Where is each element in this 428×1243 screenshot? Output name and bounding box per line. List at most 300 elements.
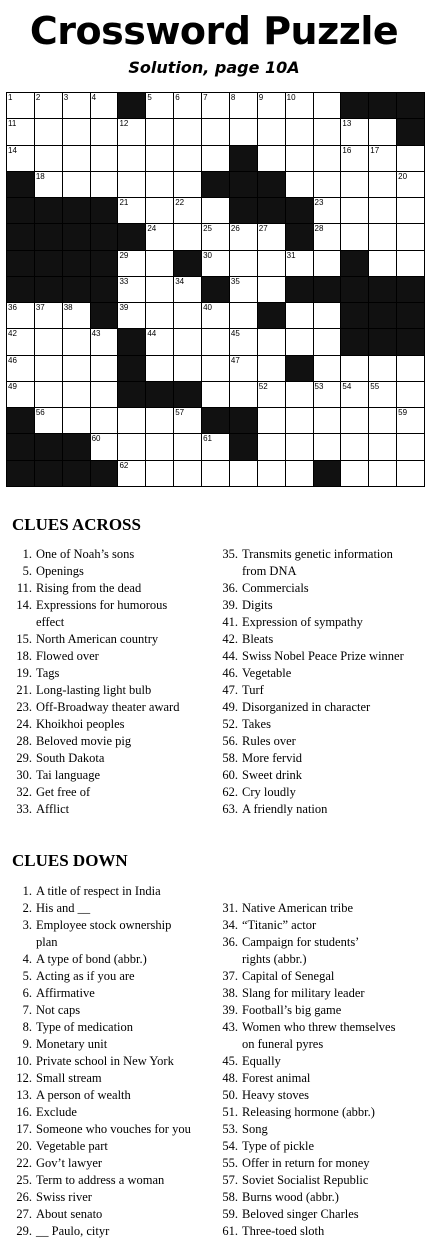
grid-cell[interactable] (62, 118, 91, 145)
across-clues-right (218, 546, 404, 818)
grid-cell[interactable] (396, 197, 425, 224)
grid-cell[interactable] (201, 302, 230, 329)
clue-text: Football’s big game (242, 1003, 342, 1017)
clue-number-label: 20. (16, 1139, 32, 1153)
grid-cell[interactable] (90, 171, 119, 198)
grid-cell[interactable] (201, 145, 230, 172)
grid-cell[interactable] (6, 355, 35, 382)
down-clues-left (6, 883, 191, 1240)
clue-number-label: 47. (222, 683, 238, 697)
clue-text: Song (242, 1122, 268, 1136)
grid-cell[interactable] (229, 302, 258, 329)
grid-cell[interactable] (368, 381, 397, 408)
grid-cell[interactable] (62, 92, 91, 119)
grid-cell[interactable] (90, 433, 119, 460)
down-clue (218, 1019, 395, 1036)
clue-number-label: 55. (222, 1156, 238, 1170)
grid-cell[interactable] (229, 328, 258, 355)
grid-cell[interactable] (340, 355, 369, 382)
grid-cell[interactable] (117, 460, 146, 487)
grid-cell[interactable] (117, 433, 146, 460)
clue-text: effect (36, 615, 65, 629)
clue-number-label: 21. (16, 683, 32, 697)
clue-number-label: 1. (22, 884, 32, 898)
grid-cell[interactable] (368, 433, 397, 460)
down-clue (218, 934, 395, 951)
grid-cell[interactable] (173, 276, 202, 303)
clue-text: Not caps (36, 1003, 81, 1017)
grid-cell[interactable] (201, 381, 230, 408)
grid-cell[interactable] (313, 171, 342, 198)
across-clue (218, 665, 404, 682)
grid-cell[interactable] (229, 276, 258, 303)
grid-cell[interactable] (145, 92, 174, 119)
grid-cell[interactable] (173, 407, 202, 434)
grid-block (285, 223, 314, 250)
grid-cell[interactable] (201, 433, 230, 460)
grid-cell[interactable] (173, 355, 202, 382)
grid-cell[interactable] (396, 407, 425, 434)
grid-block (201, 171, 230, 198)
clue-text: Three-toed sloth (242, 1224, 325, 1238)
grid-cell[interactable] (90, 355, 119, 382)
grid-cell[interactable] (90, 328, 119, 355)
grid-cell[interactable] (90, 145, 119, 172)
grid-cell[interactable] (368, 355, 397, 382)
grid-cell[interactable] (173, 92, 202, 119)
clue-number-label: 12. (16, 1071, 32, 1085)
grid-cell[interactable] (90, 118, 119, 145)
clue-number: 16 (342, 145, 352, 155)
clue-number: 42 (8, 329, 17, 339)
grid-cell[interactable] (145, 118, 174, 145)
grid-cell[interactable] (34, 171, 63, 198)
grid-cell[interactable] (145, 407, 174, 434)
clue-number-label: 8. (22, 1020, 32, 1034)
clue-number-label: 16. (16, 1105, 32, 1119)
grid-cell[interactable] (313, 381, 342, 408)
grid-cell[interactable] (117, 197, 146, 224)
grid-cell[interactable] (201, 328, 230, 355)
clue-number: 26 (230, 224, 240, 234)
clue-number: 35 (230, 276, 240, 286)
grid-block (145, 381, 174, 408)
across-clue (6, 750, 179, 767)
clue-text: Sweet drink (242, 768, 303, 782)
grid-cell[interactable] (396, 145, 425, 172)
grid-cell[interactable] (257, 92, 286, 119)
grid-cell[interactable] (34, 145, 63, 172)
grid-block (368, 302, 397, 329)
grid-cell[interactable] (396, 250, 425, 277)
grid-cell[interactable] (173, 433, 202, 460)
grid-cell[interactable] (313, 223, 342, 250)
clue-number-label: 5. (22, 564, 32, 578)
down-clue (218, 985, 395, 1002)
grid-cell[interactable] (257, 328, 286, 355)
grid-cell[interactable] (6, 92, 35, 119)
clue-number-label: 63. (222, 802, 238, 816)
grid-cell[interactable] (117, 250, 146, 277)
grid-cell[interactable] (145, 302, 174, 329)
clue-number: 36 (8, 303, 17, 313)
clue-text: Disorganized in character (242, 700, 371, 714)
grid-cell[interactable] (117, 407, 146, 434)
clue-text: Employee stock ownership (36, 918, 172, 932)
clue-text: Type of medication (36, 1020, 134, 1034)
down-clue (218, 1155, 395, 1172)
grid-cell[interactable] (396, 433, 425, 460)
grid-cell[interactable] (173, 197, 202, 224)
grid-cell[interactable] (285, 381, 314, 408)
grid-cell[interactable] (34, 302, 63, 329)
clue-number-label: 19. (16, 666, 32, 680)
grid-cell[interactable] (368, 145, 397, 172)
across-clue (6, 546, 179, 563)
grid-cell[interactable] (368, 407, 397, 434)
clue-text: Takes (242, 717, 271, 731)
clue-text: Rules over (242, 734, 296, 748)
clue-number-label: 57. (222, 1173, 238, 1187)
grid-cell[interactable] (285, 118, 314, 145)
grid-cell[interactable] (62, 302, 91, 329)
grid-cell[interactable] (257, 433, 286, 460)
across-clue (218, 580, 404, 597)
grid-cell[interactable] (257, 276, 286, 303)
clue-text: Heavy stoves (242, 1088, 309, 1102)
grid-cell[interactable] (145, 355, 174, 382)
grid-cell[interactable] (201, 355, 230, 382)
clue-number: 1 (8, 93, 13, 102)
grid-cell[interactable] (285, 171, 314, 198)
grid-cell[interactable] (173, 328, 202, 355)
grid-block (340, 276, 369, 303)
grid-cell[interactable] (313, 197, 342, 224)
grid-cell[interactable] (340, 197, 369, 224)
grid-cell[interactable] (117, 302, 146, 329)
across-clue (218, 682, 404, 699)
grid-block (396, 276, 425, 303)
grid-cell[interactable] (201, 92, 230, 119)
grid-cell[interactable] (285, 250, 314, 277)
down-clue (218, 1070, 395, 1087)
clue-text: Affirmative (36, 986, 95, 1000)
clue-number: 25 (203, 224, 212, 234)
grid-cell[interactable] (6, 328, 35, 355)
clue-number: 3 (63, 93, 69, 102)
grid-cell[interactable] (145, 197, 174, 224)
grid-block (34, 223, 63, 250)
grid-cell[interactable] (229, 118, 258, 145)
down-clue (6, 1138, 191, 1155)
clue-text: Flowed over (36, 649, 99, 663)
grid-cell[interactable] (6, 381, 35, 408)
grid-cell[interactable] (313, 328, 342, 355)
clue-number: 5 (147, 93, 152, 102)
clue-number: 53 (314, 381, 324, 391)
grid-cell[interactable] (229, 250, 258, 277)
down-clue (6, 968, 191, 985)
clue-number: 4 (91, 93, 97, 102)
down-clue (6, 1087, 191, 1104)
clue-number-label: 44. (222, 649, 238, 663)
grid-cell[interactable] (229, 355, 258, 382)
grid-cell[interactable] (173, 171, 202, 198)
clue-number-label: 42. (222, 632, 238, 646)
grid-cell[interactable] (145, 145, 174, 172)
clue-text: Monetary unit (36, 1037, 108, 1051)
grid-cell[interactable] (313, 433, 342, 460)
clue-number: 14 (8, 145, 17, 155)
clue-text: Swiss river (36, 1190, 92, 1204)
grid-block (285, 276, 314, 303)
grid-cell[interactable] (368, 118, 397, 145)
across-clue (218, 767, 404, 784)
grid-block (313, 276, 342, 303)
grid-cell[interactable] (145, 433, 174, 460)
grid-cell[interactable] (313, 355, 342, 382)
grid-cell[interactable] (368, 171, 397, 198)
grid-block (6, 197, 35, 224)
grid-block (62, 276, 91, 303)
grid-cell[interactable] (340, 381, 369, 408)
grid-cell[interactable] (396, 223, 425, 250)
clue-number: 6 (175, 93, 180, 102)
clue-text: Type of pickle (242, 1139, 315, 1153)
across-clue (6, 801, 179, 818)
grid-cell[interactable] (173, 223, 202, 250)
grid-cell[interactable] (396, 381, 425, 408)
grid-cell[interactable] (145, 223, 174, 250)
down-clue (6, 1036, 191, 1053)
clue-number-label: 17. (16, 1122, 32, 1136)
grid-cell[interactable] (62, 381, 91, 408)
clue-text: Burns wood (abbr.) (242, 1190, 339, 1204)
grid-cell[interactable] (368, 197, 397, 224)
grid-block (173, 381, 202, 408)
grid-cell[interactable] (145, 276, 174, 303)
grid-block (396, 118, 425, 145)
down-clue (218, 968, 395, 985)
grid-cell[interactable] (285, 302, 314, 329)
clue-text: Expression of sympathy (242, 615, 363, 629)
clue-number-label: 2. (22, 901, 32, 915)
clue-number-label: 54. (222, 1139, 238, 1153)
grid-cell[interactable] (34, 328, 63, 355)
grid-cell[interactable] (173, 118, 202, 145)
clue-number-label: 60. (222, 768, 238, 782)
clue-number-label: 39. (222, 1003, 238, 1017)
clue-number-label: 15. (16, 632, 32, 646)
grid-cell[interactable] (34, 118, 63, 145)
grid-cell[interactable] (368, 250, 397, 277)
grid-cell[interactable] (145, 250, 174, 277)
clue-number: 60 (91, 434, 101, 444)
grid-cell[interactable] (285, 92, 314, 119)
grid-cell[interactable] (201, 223, 230, 250)
clue-text: A title of respect in India (36, 884, 161, 898)
grid-cell[interactable] (340, 118, 369, 145)
grid-cell[interactable] (340, 433, 369, 460)
across-clue (218, 750, 404, 767)
clue-text: __ Paulo, cityr (36, 1224, 110, 1238)
clue-number-label: 29. (16, 1224, 32, 1238)
grid-cell[interactable] (257, 223, 286, 250)
grid-cell[interactable] (257, 381, 286, 408)
grid-cell[interactable] (340, 407, 369, 434)
clue-text: Commercials (242, 581, 309, 595)
clue-number-label: 5. (22, 969, 32, 983)
grid-cell[interactable] (117, 118, 146, 145)
grid-cell[interactable] (90, 92, 119, 119)
grid-cell[interactable] (396, 355, 425, 382)
grid-cell[interactable] (117, 171, 146, 198)
grid-cell[interactable] (340, 171, 369, 198)
grid-cell[interactable] (313, 145, 342, 172)
clue-text: Tai language (36, 768, 101, 782)
down-clue (6, 1053, 191, 1070)
grid-cell[interactable] (285, 407, 314, 434)
clue-text: Bleats (242, 632, 274, 646)
clue-text: North American country (36, 632, 159, 646)
grid-cell[interactable] (229, 381, 258, 408)
grid-cell[interactable] (257, 460, 286, 487)
grid-block (368, 328, 397, 355)
down-clue (6, 985, 191, 1002)
grid-cell[interactable] (340, 145, 369, 172)
down-clue (6, 934, 191, 951)
grid-cell[interactable] (201, 250, 230, 277)
grid-cell[interactable] (340, 223, 369, 250)
clue-number: 24 (147, 224, 157, 234)
grid-cell[interactable] (313, 250, 342, 277)
grid-block (34, 197, 63, 224)
clue-number-label: 22. (16, 1156, 32, 1170)
across-clue (218, 699, 404, 716)
across-clue (218, 716, 404, 733)
down-clue (6, 1155, 191, 1172)
grid-block (90, 250, 119, 277)
clue-number-label: 58. (222, 751, 238, 765)
grid-cell[interactable] (368, 460, 397, 487)
grid-cell[interactable] (6, 118, 35, 145)
grid-cell[interactable] (62, 355, 91, 382)
grid-cell[interactable] (90, 381, 119, 408)
grid-cell[interactable] (6, 302, 35, 329)
grid-cell[interactable] (313, 118, 342, 145)
clue-text: A type of bond (abbr.) (36, 952, 147, 966)
grid-cell[interactable] (34, 92, 63, 119)
grid-block (229, 171, 258, 198)
grid-cell[interactable] (257, 355, 286, 382)
clue-number: 23 (314, 198, 324, 208)
grid-cell[interactable] (229, 92, 258, 119)
grid-cell[interactable] (90, 407, 119, 434)
grid-cell[interactable] (257, 118, 286, 145)
grid-cell[interactable] (313, 407, 342, 434)
clue-number: 49 (8, 381, 17, 391)
grid-block (34, 276, 63, 303)
across-clue (218, 733, 404, 750)
clue-number: 40 (203, 303, 212, 313)
down-clue (218, 1223, 395, 1240)
grid-block (6, 223, 35, 250)
grid-cell[interactable] (285, 460, 314, 487)
clue-number-label: 10. (16, 1054, 32, 1068)
grid-cell[interactable] (313, 92, 342, 119)
grid-block (201, 276, 230, 303)
grid-cell[interactable] (313, 302, 342, 329)
grid-cell[interactable] (145, 171, 174, 198)
clue-number-label: 48. (222, 1071, 238, 1085)
grid-cell[interactable] (201, 118, 230, 145)
clue-number-label: 41. (222, 615, 238, 629)
grid-cell[interactable] (285, 328, 314, 355)
grid-cell[interactable] (62, 407, 91, 434)
grid-cell[interactable] (257, 145, 286, 172)
clue-number: 21 (119, 198, 129, 208)
grid-block (368, 276, 397, 303)
grid-cell[interactable] (229, 223, 258, 250)
grid-cell[interactable] (117, 145, 146, 172)
grid-cell[interactable] (117, 276, 146, 303)
clue-text: Slang for military leader (242, 986, 365, 1000)
down-clue (6, 1223, 191, 1240)
grid-cell[interactable] (257, 250, 286, 277)
grid-cell[interactable] (396, 460, 425, 487)
clue-number-label: 14. (16, 598, 32, 612)
grid-block (62, 460, 91, 487)
down-clues-right (218, 900, 395, 1240)
grid-cell[interactable] (173, 145, 202, 172)
grid-cell[interactable] (145, 460, 174, 487)
grid-block (173, 250, 202, 277)
grid-cell[interactable] (34, 355, 63, 382)
clue-number-label: 3. (22, 918, 32, 932)
clue-number: 34 (175, 276, 185, 286)
clue-text: Forest animal (242, 1071, 311, 1085)
down-clue (6, 1002, 191, 1019)
grid-cell[interactable] (201, 197, 230, 224)
clue-number-label: 50. (222, 1088, 238, 1102)
grid-cell[interactable] (34, 381, 63, 408)
grid-block (90, 460, 119, 487)
grid-cell[interactable] (257, 407, 286, 434)
grid-cell[interactable] (285, 145, 314, 172)
grid-cell[interactable] (201, 460, 230, 487)
grid-cell[interactable] (34, 407, 63, 434)
grid-cell[interactable] (229, 460, 258, 487)
grid-block (229, 145, 258, 172)
across-clues-left (6, 546, 179, 818)
grid-cell[interactable] (396, 171, 425, 198)
grid-cell[interactable] (6, 145, 35, 172)
grid-cell[interactable] (368, 223, 397, 250)
page-title: Crossword Puzzle (29, 9, 399, 53)
clue-text: Campaign for students’ (242, 935, 360, 949)
grid-cell[interactable] (173, 460, 202, 487)
grid-cell[interactable] (173, 302, 202, 329)
grid-cell[interactable] (62, 328, 91, 355)
clue-text: Beloved movie pig (36, 734, 132, 748)
grid-cell[interactable] (285, 433, 314, 460)
grid-cell[interactable] (145, 328, 174, 355)
grid-cell[interactable] (62, 171, 91, 198)
down-clue (6, 1019, 191, 1036)
clue-number-label: 39. (222, 598, 238, 612)
grid-cell[interactable] (340, 460, 369, 487)
grid-cell[interactable] (62, 145, 91, 172)
